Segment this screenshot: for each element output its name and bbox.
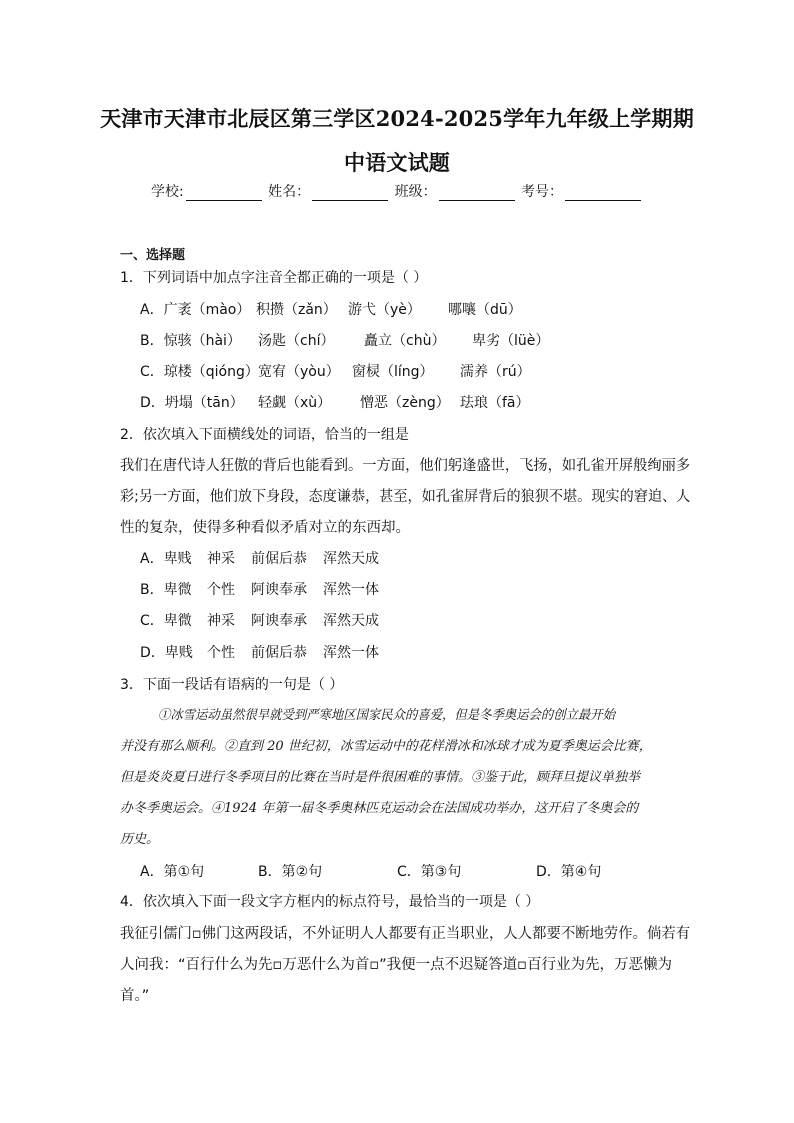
q2-option-a-4: 浑然天成: [323, 551, 379, 567]
q2-option-b-1[interactable]: B．卑微: [140, 582, 192, 598]
q2-option-c-1[interactable]: C．卑微: [140, 613, 192, 629]
q1-option-c-4: 濡养（rú）: [460, 364, 531, 380]
q2-passage-line1: 我们在唐代诗人狂傲的背后也能看到。一方面，他们躬逢盛世，飞扬，如孔雀开屏般绚丽多: [120, 458, 691, 474]
q2-option-d-4: 浑然一体: [323, 645, 379, 661]
student-info-row: [0, 181, 794, 201]
q1-option-d-1[interactable]: D．坍塌（tān）: [140, 395, 244, 411]
q3-option-c[interactable]: C．第③句: [397, 864, 462, 880]
q2-option-b-2: 个性: [207, 582, 235, 598]
q3-option-a[interactable]: A．第①句: [140, 864, 205, 880]
q1-option-b-4: 卑劣（lüè）: [472, 333, 550, 349]
q2-stem: 2．依次填入下面横线处的词语，恰当的一组是: [120, 427, 409, 443]
q1-option-d-3: 憎恶（zèng）: [360, 395, 450, 411]
q1-option-b-1[interactable]: B．惊骇（hài）: [140, 333, 241, 349]
q2-option-a-2: 神采: [207, 551, 235, 567]
q1-option-d-4: 珐琅（fā）: [460, 395, 530, 411]
q1-option-a-4: 哪嚷（dū）: [448, 302, 522, 318]
school-label: 学校:: [150, 184, 184, 200]
exam-title-line1: 天津市天津市北辰区第三学区2024-2025学年九年级上学期期: [100, 106, 694, 131]
q1-option-a-3: 游弋（yè）: [348, 302, 421, 318]
q1-option-b-2: 汤匙（chí）: [258, 333, 335, 349]
exam-number-label: 考号：: [521, 184, 564, 200]
class-label: 班级：: [394, 184, 437, 200]
q2-option-a-3: 前倨后恭: [251, 551, 307, 567]
exam-number-blank[interactable]: [565, 186, 641, 201]
q1-option-b-3: 矗立（chù）: [364, 333, 446, 349]
q1-option-c-2: 宽宥（yòu）: [258, 364, 340, 380]
exam-title-line2: 中语文试题: [344, 150, 450, 175]
q1-option-a-1[interactable]: A．广袤（mào）: [140, 302, 251, 318]
q1-option-a-2: 积攒（zǎn）: [256, 302, 337, 318]
name-label: 姓名：: [268, 184, 311, 200]
q2-passage-line2: 彩;另一方面，他们放下身段，态度谦恭，甚至，如孔雀屏背后的狼狈不堪。现实的窘迫、人: [120, 489, 691, 505]
section-heading: 一、选择题: [120, 248, 186, 263]
q2-option-c-4: 浑然天成: [323, 613, 379, 629]
q3-passage-line1: ①冰雪运动虽然很早就受到严寒地区国家民众的喜爱，但是冬季奥运会的创立最开始: [158, 708, 615, 723]
q2-passage-line3: 性的复杂，使得多种看似矛盾对立的东西却。: [120, 520, 410, 536]
q3-passage-line5: 历史。: [120, 832, 160, 847]
q1-option-c-1[interactable]: C．琼楼（qióng）: [140, 364, 259, 380]
q3-option-d[interactable]: D．第④句: [536, 864, 602, 880]
q3-option-b[interactable]: B．第②句: [258, 864, 323, 880]
q2-option-d-1[interactable]: D．卑贱: [140, 645, 193, 661]
q2-option-a-1[interactable]: A．卑贱: [140, 551, 192, 567]
q1-option-c-3: 窗棂（líng）: [352, 364, 434, 380]
q3-passage-line4: 办冬季奥运会。④1924 年第一届冬季奥林匹克运动会在法国成功举办，这开启了冬奥会的: [120, 801, 639, 816]
q3-passage-line3: 但是炎炎夏日进行冬季项目的比赛在当时是件很困难的事情。③鉴于此，顾拜旦提议单独举: [120, 770, 641, 785]
q2-option-c-3: 阿谀奉承: [251, 613, 307, 629]
q2-option-b-4: 浑然一体: [323, 582, 379, 598]
q1-option-d-2: 轻觑（xù）: [258, 395, 332, 411]
class-blank[interactable]: [439, 186, 515, 201]
school-blank[interactable]: [186, 186, 262, 201]
q2-option-d-3: 前倨后恭: [251, 645, 307, 661]
q4-passage-line2: 人问我：“百行什么为先▫万恶什么为首▫”我便一点不迟疑答道▫百行业为先，万恶懒为: [120, 957, 673, 973]
q4-passage-line3: 首。”: [120, 988, 150, 1004]
name-blank[interactable]: [312, 186, 388, 201]
q4-stem: 4．依次填入下面一段文字方框内的标点符号，最恰当的一项是（ ）: [120, 894, 540, 910]
q4-passage-line1: 我征引儒门▫佛门这两段话，不外证明人人都要有正当职业，人人都要不断地劳作。倘若有: [120, 926, 691, 942]
q2-option-d-2: 个性: [207, 645, 235, 661]
q1-stem: 1．下列词语中加点字注音全都正确的一项是（ ）: [120, 270, 428, 286]
q3-passage-line2: 并没有那么顺利。②直到 20 世纪初，冰雪运动中的花样滑冰和冰球才成为夏季奥运会比赛，: [120, 739, 652, 754]
q2-option-b-3: 阿谀奉承: [251, 582, 307, 598]
q3-stem: 3．下面一段话有语病的一句是（ ）: [120, 677, 344, 693]
q2-option-c-2: 神采: [207, 613, 235, 629]
